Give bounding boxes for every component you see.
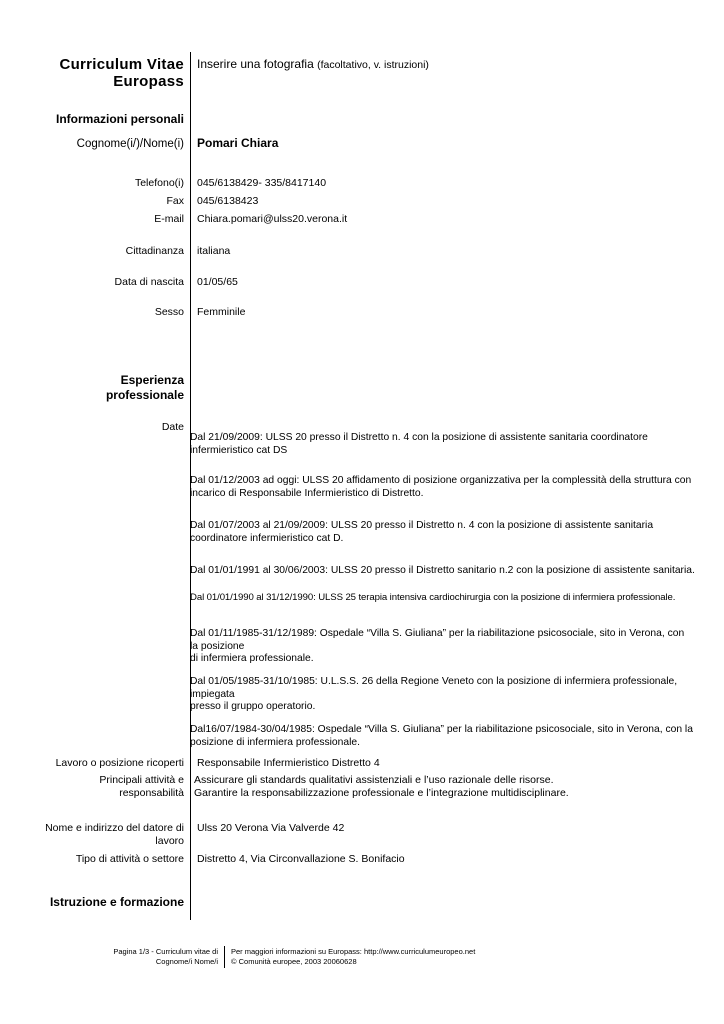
activities-value bbox=[194, 774, 569, 800]
experience-entry-line: di infermiera professionale. bbox=[190, 653, 314, 664]
experience-entry-line: presso il gruppo operatorio. bbox=[190, 701, 316, 712]
activities-label-line1: Principali attività e bbox=[99, 774, 184, 786]
phone-value: 045/6138429- 335/8417140 bbox=[197, 177, 327, 189]
section-personal-info: Informazioni personali bbox=[55, 112, 184, 126]
activities-label bbox=[99, 774, 184, 800]
footer-page-info bbox=[113, 947, 218, 967]
employer-label-line2: lavoro bbox=[155, 835, 184, 847]
citizenship-label: Cittadinanza bbox=[125, 245, 184, 257]
dates-label: Date bbox=[161, 421, 184, 433]
birthdate-label: Data di nascita bbox=[114, 276, 184, 288]
activities-value-line2: Garantire la responsabilizzazione professionale e l’integrazione multidisciplinare. bbox=[194, 787, 569, 799]
sector-value: Distretto 4, Via Circonvallazione S. Bonifacio bbox=[197, 853, 405, 865]
employer-label-line1: Nome e indirizzo del datore di bbox=[45, 822, 184, 834]
section-experience-line2: professionale bbox=[105, 388, 184, 402]
citizenship-value: italiana bbox=[197, 245, 231, 257]
experience-entry-line: infermieristico cat DS bbox=[190, 444, 288, 456]
section-experience-line1: Esperienza bbox=[120, 373, 184, 387]
experience-entry bbox=[190, 565, 695, 578]
email-value: Chiara.pomari@ulss20.verona.it bbox=[197, 213, 348, 225]
footer-page-line2: Cognome/i Nome/i bbox=[155, 957, 218, 966]
fax-label: Fax bbox=[166, 195, 184, 207]
footer-info bbox=[231, 947, 475, 967]
photo-placeholder-main: Inserire una fotografia bbox=[197, 57, 314, 71]
experience-entry-line: Dal16/07/1984-30/04/1985: Ospedale “Villa S. Giuliana” per la riabilitazione psicosociale, sito in Verona, con la bbox=[190, 724, 693, 735]
experience-entry-line: Dal 01/12/2003 ad oggi: ULSS 20 affidamento di posizione organizzativa per la complessità della struttura con bbox=[190, 475, 692, 486]
email-label: E-mail bbox=[154, 213, 184, 225]
experience-entry-line: coordinatore infermieristico cat D. bbox=[190, 532, 344, 544]
experience-entry-line: Dal 01/07/2003 al 21/09/2009: ULSS 20 presso il Distretto n. 4 con la posizione di assistente sanitaria bbox=[190, 520, 654, 531]
experience-entry-line: Dal 21/09/2009: ULSS 20 presso il Distretto n. 4 con la posizione di assistente sanitaria coordinatore bbox=[190, 432, 648, 443]
sector-label: Tipo di attività o settore bbox=[75, 853, 184, 865]
activities-value-line1: Assicurare gli standards qualitativi assistenziali e l’uso razionale delle risorse. bbox=[194, 774, 554, 786]
footer-info-line1: Per maggiori informazioni su Europass: http://www.curriculumeuropeo.net bbox=[231, 947, 476, 956]
position-value: Responsabile Infermieristico Distretto 4 bbox=[197, 757, 380, 769]
name-value: Pomari Chiara bbox=[197, 136, 279, 150]
footer-divider bbox=[224, 946, 225, 968]
experience-entry-line: Dal 01/01/1990 al 31/12/1990: ULSS 25 terapia intensiva cardiochirurgia con la posizione di infermiera professionale. bbox=[190, 592, 676, 603]
experience-entry-line: Dal 01/11/1985-31/12/1989: Ospedale “Villa S. Giuliana” per la riabilitazione psicosociale, sito in Verona, con la posizione bbox=[190, 628, 685, 652]
employer-label bbox=[45, 822, 184, 848]
phone-label: Telefono(i) bbox=[134, 177, 184, 189]
photo-placeholder bbox=[197, 57, 429, 72]
sex-label: Sesso bbox=[154, 306, 184, 318]
experience-entry bbox=[190, 432, 695, 457]
cv-title-line2: Europass bbox=[113, 73, 184, 90]
fax-value: 045/6138423 bbox=[197, 195, 259, 207]
cv-title bbox=[59, 56, 184, 90]
experience-entry-line: incarico di Responsabile Infermieristico di Distretto. bbox=[190, 487, 424, 499]
experience-entry bbox=[190, 628, 695, 666]
sex-value: Femminile bbox=[197, 306, 246, 318]
position-label: Lavoro o posizione ricoperti bbox=[55, 757, 184, 769]
cv-title-line1: Curriculum Vitae bbox=[59, 56, 184, 73]
birthdate-value: 01/05/65 bbox=[197, 276, 238, 288]
experience-entry bbox=[190, 520, 695, 545]
name-label: Cognome(i/)/Nome(i) bbox=[76, 138, 184, 150]
experience-entry bbox=[190, 676, 695, 714]
section-education: Istruzione e formazione bbox=[49, 895, 184, 909]
experience-entry-line: Dal 01/01/1991 al 30/06/2003: ULSS 20 presso il Distretto sanitario n.2 con la posizione di assistente sanitaria. bbox=[190, 565, 695, 576]
experience-entry bbox=[190, 592, 695, 605]
employer-value: Ulss 20 Verona Via Valverde 42 bbox=[197, 822, 345, 834]
experience-entry bbox=[190, 724, 695, 749]
footer-page-line1: Pagina 1/3 - Curriculum vitae di bbox=[113, 947, 218, 956]
section-experience bbox=[106, 373, 184, 403]
footer-info-line2: © Comunità europee, 2003 20060628 bbox=[231, 957, 357, 966]
experience-entry bbox=[190, 475, 695, 500]
photo-placeholder-note: (facoltativo, v. istruzioni) bbox=[317, 59, 429, 71]
experience-entry-line: posizione di infermiera professionale. bbox=[190, 736, 360, 748]
experience-entry-line: Dal 01/05/1985-31/10/1985: U.L.S.S. 26 della Regione Veneto con la posizione di infermiera professionale, impiegata bbox=[190, 676, 678, 700]
activities-label-line2: responsabilità bbox=[119, 787, 184, 799]
